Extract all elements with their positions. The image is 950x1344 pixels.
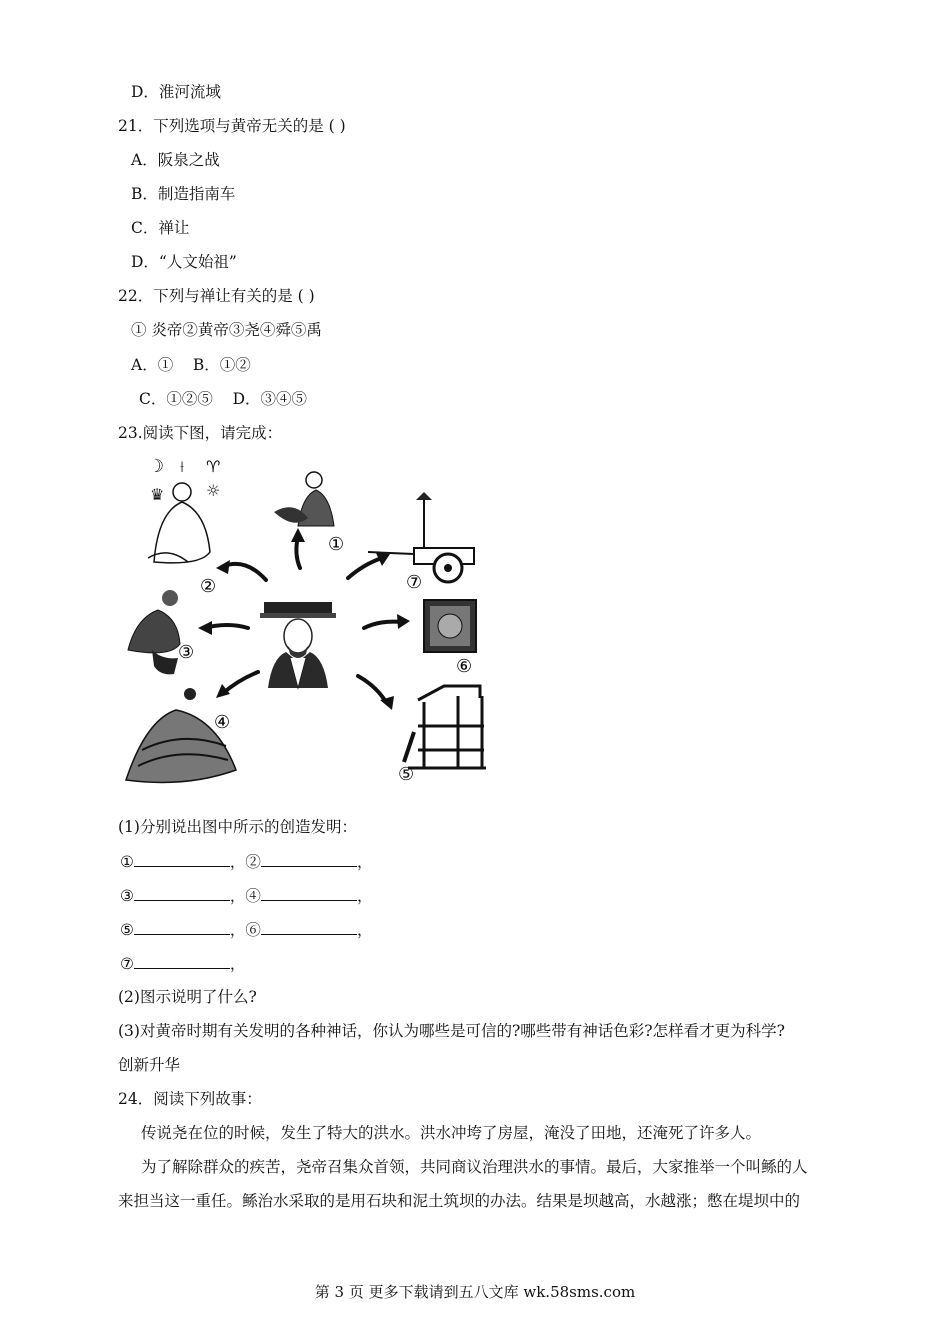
label-7: ⑦ [406, 572, 423, 593]
label-4: ④ [214, 712, 231, 733]
q21-stem: 21．下列选项与黄帝无关的是 ( ) [118, 117, 346, 135]
figure-2-scribe [148, 456, 220, 597]
answer-row-2: ③ ，④ ， [120, 887, 373, 905]
q22-options-row2: C．①②⑤ D．③④⑤ [139, 390, 307, 408]
q21-option-b: B．制造指南车 [131, 185, 236, 203]
label-6: ⑥ [456, 656, 473, 677]
q23-sub3: (3)对黄帝时期有关发明的各种神话，你认为哪些是可信的?哪些带有神话色彩?怎样看才更为科学? [118, 1022, 785, 1040]
huangdi-inventions-figure [118, 450, 490, 790]
label-2: ② [200, 576, 217, 597]
page-footer: 第 3 页 更多下载请到五八文库 wk.58sms.com [314, 1283, 636, 1301]
blank-label-1: ① [120, 853, 134, 871]
answer-blank-3[interactable] [134, 885, 230, 901]
figure-1-farmer [274, 472, 344, 555]
label-5: ⑤ [398, 764, 415, 785]
q21-option-d: D．“人文始祖” [131, 253, 237, 271]
blank-label-3: ③ [120, 887, 134, 905]
answer-blank-6[interactable] [261, 919, 357, 935]
section-title: 创新升华 [118, 1056, 181, 1074]
q24-stem: 24．阅读下列故事： [118, 1090, 262, 1108]
answer-blank-2[interactable] [261, 851, 357, 867]
q22-options-row1: A．① B．①② [131, 356, 251, 374]
blank-label-7: ⑦ [120, 955, 134, 973]
svg-text:⟊: ⟊ [180, 457, 185, 476]
q24-para1: 传说尧在位的时候，发生了特大的洪水。洪水冲垮了房屋，淹没了田地，还淹死了许多人。 [141, 1124, 762, 1142]
q22-stem: 22．下列与禅让有关的是 ( ) [118, 287, 315, 305]
blank-label-2: ② [245, 853, 261, 871]
q23-stem: 23.阅读下图，请完成： [118, 424, 283, 442]
q20-option-d: D．淮河流域 [131, 83, 221, 101]
answer-blank-4[interactable] [261, 885, 357, 901]
answer-blank-7[interactable] [134, 953, 230, 969]
answer-row-1: ① ，② ， [120, 853, 373, 871]
label-3: ③ [178, 642, 195, 663]
blank-label-4: ④ [245, 887, 261, 905]
figure-6-bronze-mirror [424, 600, 476, 677]
q22-items: ① 炎帝②黄帝③尧④舜⑤禹 [131, 321, 322, 339]
q23-sub2: (2)图示说明了什么? [118, 988, 257, 1006]
answer-blank-5[interactable] [134, 919, 230, 935]
blank-label-5: ⑤ [120, 921, 134, 939]
svg-text:☽: ☽ [148, 456, 165, 477]
svg-text:♛: ♛ [150, 485, 165, 504]
svg-text:☼: ☼ [206, 481, 221, 500]
q23-sub1: (1)分别说出图中所示的创造发明： [118, 818, 357, 836]
answer-row-3: ⑤ ，⑥ ， [120, 921, 373, 939]
answer-row-4: ⑦ ， [120, 955, 246, 973]
answer-blank-1[interactable] [134, 851, 230, 867]
figure-7-cart [368, 492, 474, 593]
q21-option-a: A．阪泉之战 [131, 151, 220, 169]
svg-text:♈: ♈ [206, 457, 221, 476]
label-1: ① [328, 534, 345, 555]
figure-4-boatman [126, 688, 236, 782]
blank-label-6: ⑥ [245, 921, 261, 939]
q24-para2-line2: 来担当这一重任。鲧治水采取的是用石块和泥土筑坝的办法。结果是坝越高，水越涨；憋在堤坝中的 [118, 1192, 801, 1210]
figure-5-house-frame [398, 686, 486, 785]
huangdi-portrait [260, 602, 336, 688]
figure-3-weaver [128, 590, 194, 674]
q24-para2-line1: 为了解除群众的疾苦，尧帝召集众首领，共同商议治理洪水的事情。最后，大家推举一个叫鲧的人 [141, 1158, 808, 1176]
q21-option-c: C．禅让 [131, 219, 190, 237]
